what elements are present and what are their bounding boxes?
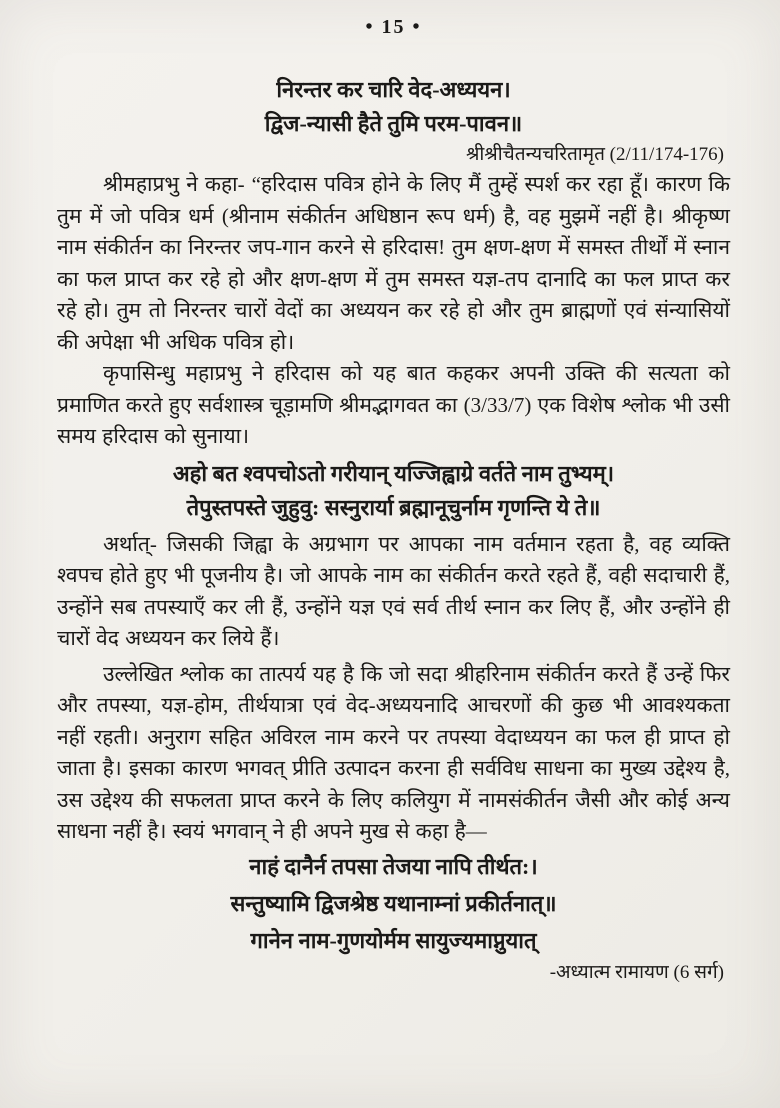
verse-block-bhagavat-shloka xyxy=(57,457,730,525)
verse-block-chaitanya xyxy=(57,73,730,141)
attribution-adhyatma-ramayan: -अध्यात्म रामायण (6 सर्ग) xyxy=(549,961,724,983)
verse-line: नाहं दानैर्न तपसा तेजया नापि तीर्थत:। xyxy=(249,853,538,879)
verse-line: द्विज-न्यासी हैते तुमि परम-पावन॥ xyxy=(264,111,523,136)
verse-line: सन्तुष्यामि द्विजश्रेष्ठ यथानाम्नां प्रकीर्तनात्॥ xyxy=(230,890,557,916)
verse-line: अहो बत श्वपचोऽतो गरीयान् यज्जिह्वाग्रे वर्तते नाम तुभ्यम्। xyxy=(172,460,615,486)
paragraph-arthat-meaning: अर्थात्- जिसकी जिह्वा के अग्रभाग पर आपका नाम वर्तमान रहता है, वह व्यक्ति श्वपच होते हुए भी पूजनीय है। जो आपके नाम का संकीर्तन करते रहते हैं, वही सदाचारी हैं, उन्होंने सब तपस्याएँ कर ली हैं, उन्होंने यज्ञ एवं सर्व तीर्थ स्नान कर लिए हैं, और उन्होंने ही चारों वेद अध्ययन कर लिये हैं। xyxy=(57,531,730,650)
verse-line: निरन्तर कर चारि वेद-अध्ययन। xyxy=(276,77,511,102)
attribution-chaitanya-charitamrita: श्रीश्रीचैतन्यचरितामृत (2/11/174-176) xyxy=(465,144,724,165)
page-number: • 15 • xyxy=(365,16,422,38)
paragraph-mahaprabhu-quote: श्रीमहाप्रभु ने कहा- “हरिदास पवित्र होने के लिए मैं तुम्हें स्पर्श कर रहा हूँ। कारण कि तुम में जो पवित्र धर्म (श्रीनाम संकीर्तन अधिष्ठान रूप धर्म) है, वह मुझमें नहीं है। श्रीकृष्ण नाम संकीर्तन का निरन्तर जप-गान करने से हरिदास! तुम क्षण-क्षण में समस्त तीर्थों में स्नान का फल प्राप्त कर रहे हो और क्षण-क्षण में तुम समस्त यज्ञ-तप दानादि का फल प्राप्त कर रहे हो। तुम तो निरन्तर चारों वेदों का अध्ययन कर रहे हो और तुम ब्राह्मणों एवं संन्यासियों की अपेक्षा भी अधिक पवित्र हो। xyxy=(57,172,730,354)
paragraph-kripasindhu: कृपासिन्धु महाप्रभु ने हरिदास को यह बात कहकर अपनी उक्ति की सत्यता को प्रमाणित करते हुए सर्वशास्त्र चूड़ामणि श्रीमद्भागवत का (3/33/7) एक विशेष श्लोक भी उसी समय हरिदास को सुनाया। xyxy=(57,361,730,448)
paragraph-tatparya: उल्लेखित श्लोक का तात्पर्य यह है कि जो सदा श्रीहरिनाम संकीर्तन करते हैं उन्हें फिर और तपस्या, यज्ञ-होम, तीर्थयात्रा एवं वेद-अध्ययनादि आचरणों की कुछ भी आवश्यकता नहीं रहती। अनुराग सहित अविरल नाम करने पर तपस्या वेदाध्ययन का फल ही प्राप्त हो जाता है। इसका कारण भगवत् प्रीति उत्पादन करना ही सर्वविध साधना का मुख्य उद्देश्य है, उस उद्देश्य की सफलता प्राप्त करने के लिए कलियुग में नामसंकीर्तन जैसी और कोई अन्य साधना नहीं है। स्वयं भगवान् ने ही अपने मुख से कहा है— xyxy=(57,661,730,843)
verse-line: गानेन नाम-गुणयोर्मम सायुज्यमाप्नुयात् xyxy=(250,927,537,953)
verse-line: तेपुस्तपस्ते जुहुवु: सस्नुरार्या ब्रह्मानूचुर्नाम गृणन्ति ये ते॥ xyxy=(186,494,601,520)
verse-block-adhyatma-ramayan xyxy=(57,848,730,959)
